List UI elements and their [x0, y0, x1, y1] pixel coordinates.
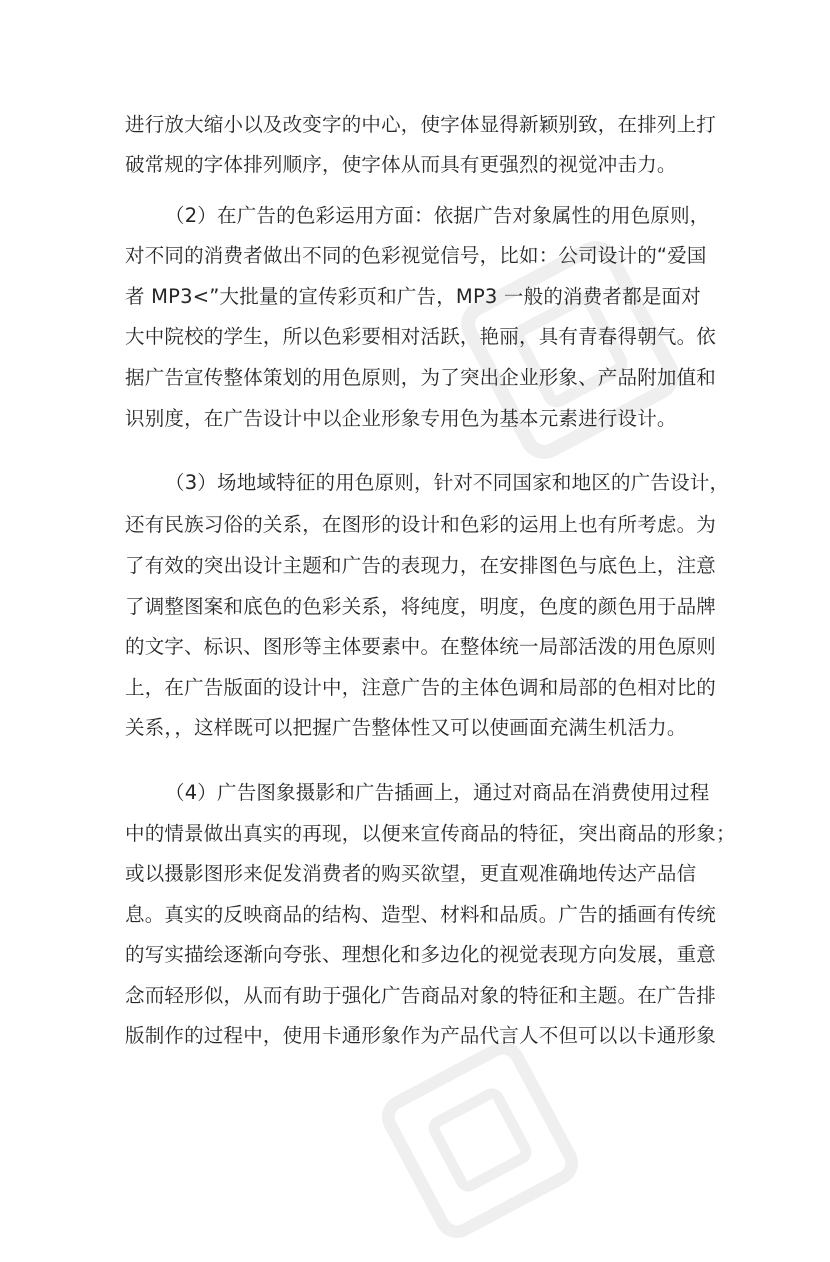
text-line	[0, 361, 830, 395]
text-line	[0, 817, 830, 851]
text-line	[0, 630, 830, 664]
text-line	[0, 280, 830, 314]
text-line	[0, 239, 830, 273]
text-line-content: 识别度，在广告设计中以企业形象专用色为基本元素进行设计。	[125, 407, 677, 430]
text-line-content: 关系，，这样既可以把握广告整体性又可以使画面充满生机活力。	[125, 716, 687, 739]
text-line-content: （3）场地域特征的用色原则，针对不同国家和地区的广告设计，	[165, 471, 730, 494]
text-line	[0, 402, 830, 436]
text-line	[0, 671, 830, 705]
text-line-content: 或以摄影图形来促发消费者的购买欲望，更直观准确地传达产品信	[125, 862, 697, 885]
text-line-content: 息。真实的反映商品的结构、造型、材料和品质。广告的插画有传统	[125, 903, 717, 926]
text-line	[0, 938, 830, 972]
watermark-icon	[358, 1018, 601, 1261]
text-line-content: 中的情景做出真实的再现，以便来宣传商品的特征，突出商品的形象；	[125, 822, 736, 845]
text-line-content: 还有民族习俗的关系，在图形的设计和色彩的运用上也有所考虑。为	[125, 513, 717, 536]
text-line-content: 据广告宣传整体策划的用色原则，为了突出企业形象、产品附加值和	[125, 366, 717, 389]
text-line-content: 者 MP3<”大批量的宣传彩页和广告，MP3 一般的消费者都是面对	[125, 285, 701, 308]
text-line-content: 对不同的消费者做出不同的色彩视觉信号，比如：公司设计的“爱国	[125, 244, 707, 267]
text-line	[0, 549, 830, 583]
text-line	[0, 711, 830, 745]
text-line	[0, 108, 830, 142]
text-line	[0, 590, 830, 624]
text-line	[0, 199, 830, 233]
text-line	[0, 857, 830, 891]
text-line-content: 上，在广告版面的设计中，注意广告的主体色调和局部的色相对比的	[125, 676, 717, 699]
text-line	[0, 979, 830, 1013]
text-line-content: 大中院校的学生，所以色彩要相对活跃，艳丽，具有青春得朝气。依	[125, 325, 717, 348]
text-line-content: （4）广告图象摄影和广告插画上，通过对商品在消费使用过程	[165, 781, 710, 804]
text-line-content: 念而轻形似，从而有助于强化广告商品对象的特征和主题。在广告排	[125, 984, 717, 1007]
text-line	[0, 508, 830, 542]
text-line	[0, 466, 830, 500]
text-line-content: 了有效的突出设计主题和广告的表现力，在安排图色与底色上，注意	[125, 554, 717, 577]
text-line	[0, 320, 830, 354]
text-line-content: （2）在广告的色彩运用方面：依据广告对象属性的用色原则，	[165, 204, 710, 227]
text-line	[0, 776, 830, 810]
text-line	[0, 898, 830, 932]
text-line	[0, 1019, 830, 1053]
text-line-content: 了调整图案和底色的色彩关系，将纯度，明度，色度的颜色用于品牌	[125, 595, 717, 618]
text-line-content: 的文字、标识、图形等主体要素中。在整体统一局部活泼的用色原则	[125, 635, 717, 658]
text-line-content: 进行放大缩小以及改变字的中心，使字体显得新颖别致，在排列上打	[125, 113, 717, 136]
text-line-content: 的写实描绘逐渐向夸张、理想化和多边化的视觉表现方向发展，重意	[125, 943, 717, 966]
text-line-content: 版制作的过程中，使用卡通形象作为产品代言人不但可以以卡通形象	[125, 1024, 717, 1047]
text-line	[0, 148, 830, 182]
text-line-content: 破常规的字体排列顺序，使字体从而具有更强烈的视觉冲击力。	[125, 153, 677, 176]
